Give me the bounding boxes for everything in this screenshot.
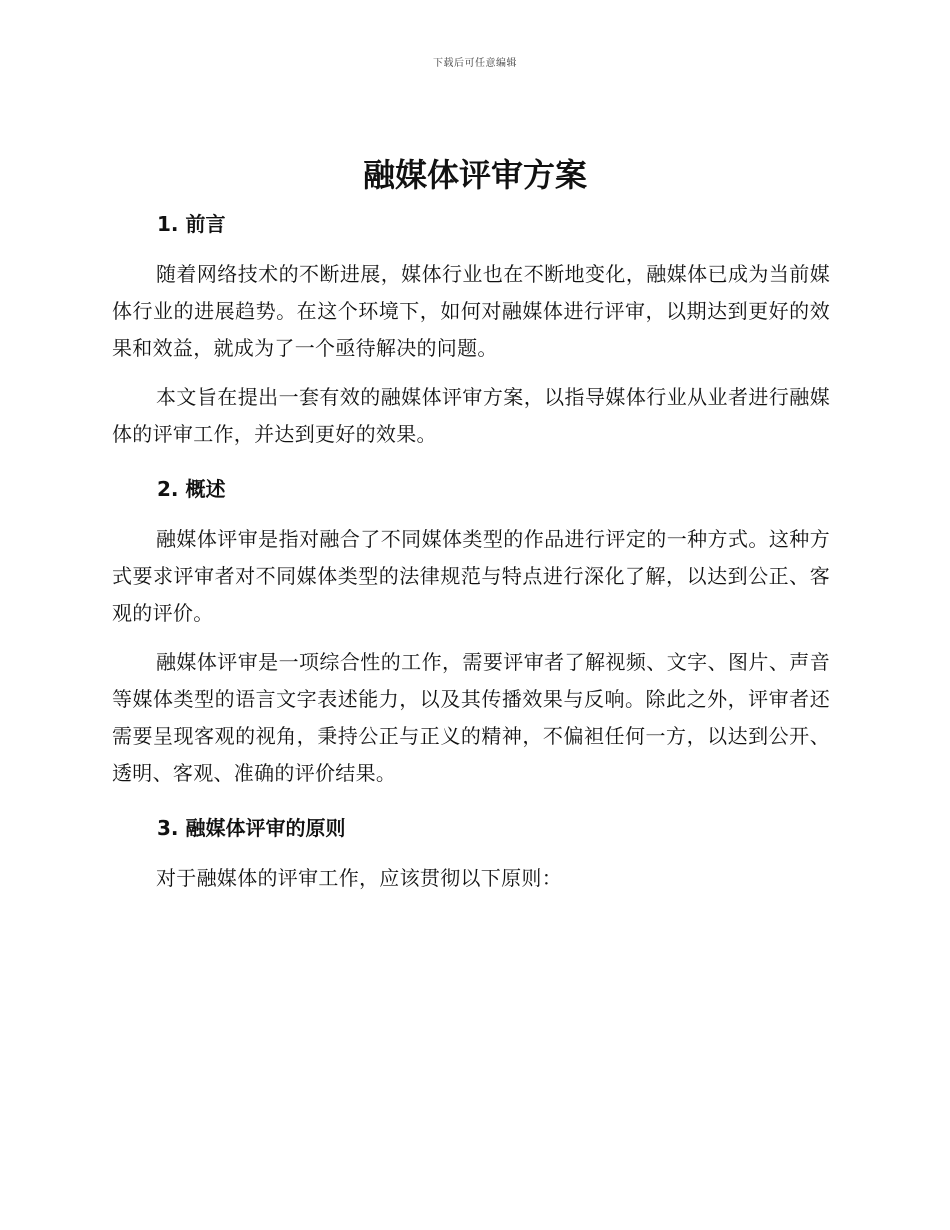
section-principles: [112, 812, 830, 897]
section-overview: [112, 473, 830, 792]
document-title: 融媒体评审方案: [362, 156, 587, 194]
document-body: [112, 200, 830, 909]
section-heading: 1. 前言: [157, 212, 226, 236]
paragraph: 融媒体评审是指对融合了不同媒体类型的作品进行评定的一种方式。这种方式要求评审者对不同媒体类型的法律规范与特点进行深化了解，以达到公正、客观的评价。: [112, 527, 830, 625]
page-header-note: 下载后可任意编辑: [433, 58, 517, 69]
section-heading: 3. 融媒体评审的原则: [157, 816, 346, 840]
paragraph: 对于融媒体的评审工作，应该贯彻以下原则：: [156, 866, 562, 890]
paragraph: 融媒体评审是一项综合性的工作，需要评审者了解视频、文字、图片、声音等媒体类型的语言文字表述能力，以及其传播效果与反响。除此之外，评审者还需要呈现客观的视角，秉持公正与正义的精神，不偏袒任何一方，以达到公开、透明、客观、准确的评价结果。: [112, 650, 830, 785]
section-heading: 2. 概述: [157, 477, 226, 501]
paragraph: 本文旨在提出一套有效的融媒体评审方案，以指导媒体行业从业者进行融媒体的评审工作，并达到更好的效果。: [112, 385, 830, 446]
section-preface: [112, 208, 830, 453]
paragraph: 随着网络技术的不断进展，媒体行业也在不断地变化，融媒体已成为当前媒体行业的进展趋势。在这个环境下，如何对融媒体进行评审，以期达到更好的效果和效益，就成为了一个亟待解决的问题。: [112, 262, 830, 360]
